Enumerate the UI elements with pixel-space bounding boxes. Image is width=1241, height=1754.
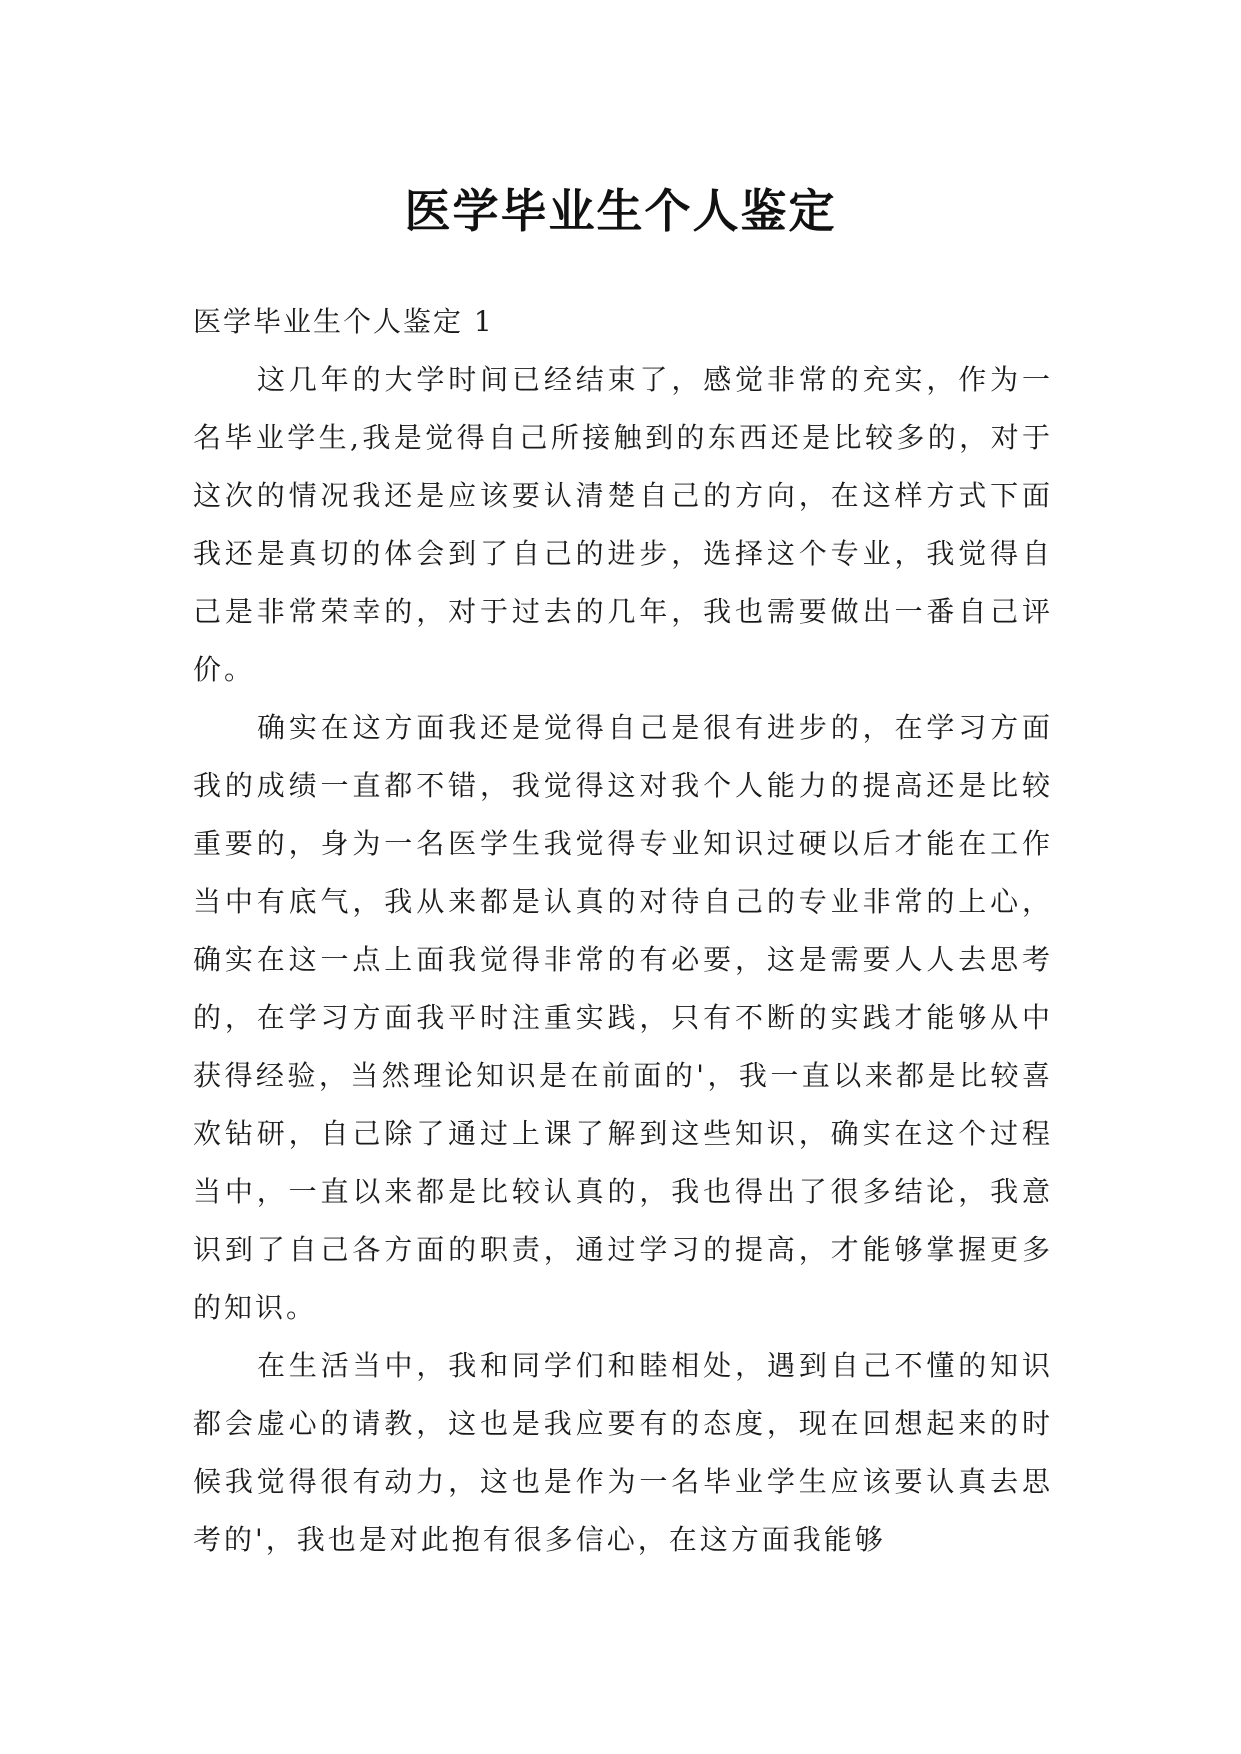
section-heading: 医学毕业生个人鉴定 1 [193, 305, 494, 338]
document-title: 医学毕业生个人鉴定 [404, 183, 837, 238]
paragraph-2: 确实在这方面我还是觉得自己是很有进步的，在学习方面我的成绩一直都不错，我觉得这对我个人能力的提高还是比较重要的，身为一名医学生我觉得专业知识过硬以后才能在工作当中有底气，我从来都是认真的对待自己的专业非常的上心，确实在这一点上面我觉得非常的有必要，这是需要人人去思考的，在学习方面我平时注重实践，只有不断的实践才能够从中获得经验，当然理论知识是在前面的'，我一直以来都是比较喜欢钻研，自己除了通过上课了解到这些知识，确实在这个过程当中，一直以来都是比较认真的，我也得出了很多结论，我意识到了自己各方面的职责，通过学习的提高，才能够掌握更多的知识。 [193, 711, 1053, 1324]
document-body [193, 293, 1053, 1569]
paragraph-1: 这几年的大学时间已经结束了，感觉非常的充实，作为一名毕业学生,我是觉得自己所接触到的东西还是比较多的，对于这次的情况我还是应该要认清楚自己的方向，在这样方式下面我还是真切的体会到了自己的进步，选择这个专业，我觉得自己是非常荣幸的，对于过去的几年，我也需要做出一番自己评价。 [193, 363, 1053, 686]
paragraph-3: 在生活当中，我和同学们和睦相处，遇到自己不懂的知识都会虚心的请教，这也是我应要有的态度，现在回想起来的时候我觉得很有动力，这也是作为一名毕业学生应该要认真去思考的'，我也是对此抱有很多信心，在这方面我能够 [193, 1349, 1053, 1556]
